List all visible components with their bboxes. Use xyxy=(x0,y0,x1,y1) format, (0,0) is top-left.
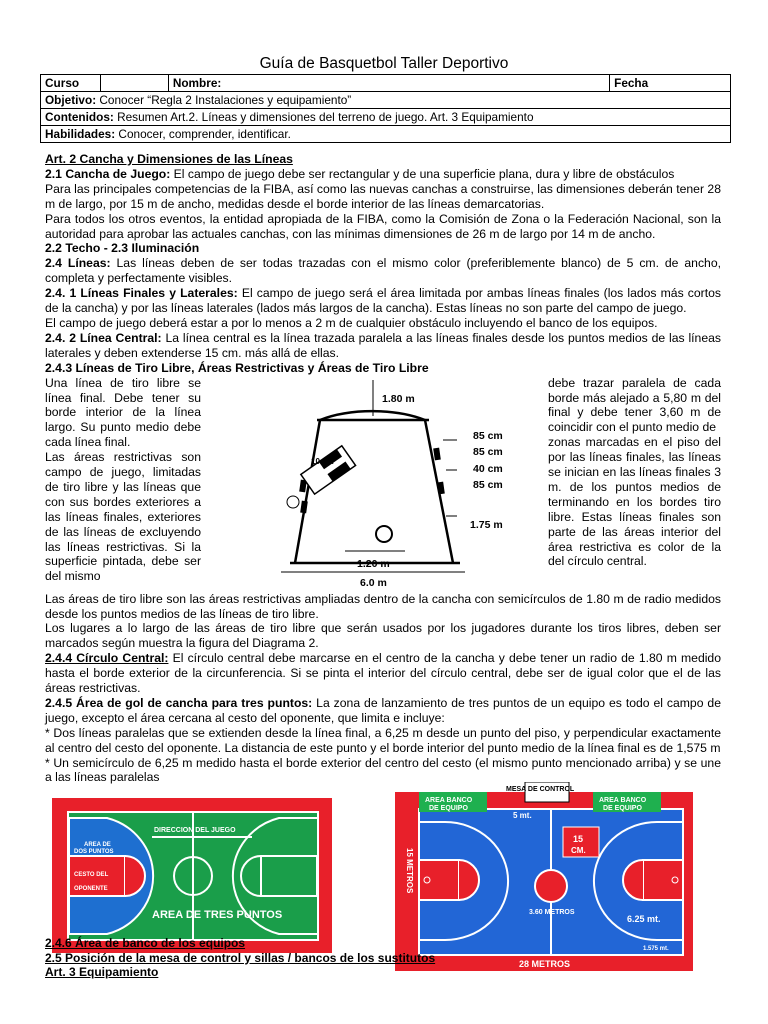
neutral-zone-detail xyxy=(301,445,356,493)
court1-area-dos-1: AREA DE xyxy=(84,842,111,848)
dim-60-label: 6.0 m xyxy=(360,576,387,589)
objetivo-text: Conocer “Regla 2 Instalaciones y equipamiento” xyxy=(96,93,352,107)
dim-10-label: 10 cm xyxy=(311,456,334,466)
dim-120-label: 1.20 m xyxy=(357,557,390,570)
paragraph-2m: El campo de juego deberá estar a por lo menos a 2 m de cualquier obstáculo incluyendo el banco de los equipos. xyxy=(45,315,658,330)
page-title: Guía de Basquetbol Taller Deportivo xyxy=(259,55,509,72)
detail-callout-circle xyxy=(287,496,299,508)
court2-banco-right-1: AREA BANCO xyxy=(599,797,647,804)
habilidades-row xyxy=(41,126,731,143)
section-2-4-1-label: 2.4. 1 Líneas Finales y Laterales: xyxy=(45,286,238,301)
contenidos-row xyxy=(41,109,731,126)
contenidos-label: Contenidos: xyxy=(45,110,114,124)
court-diagram-three-point-area xyxy=(52,798,332,953)
section-2-1-text: El campo de juego debe ser rectangular y de una superficie plana, dura y libre de obstáculos xyxy=(170,166,675,181)
section-2-1 xyxy=(45,167,721,182)
section-2-4-3-heading: 2.4.3 Líneas de Tiro Libre, Áreas Restrictivas y Áreas de Tiro Libre xyxy=(45,360,429,375)
section-2-4-1 xyxy=(45,286,721,316)
section-2-4-text: Las líneas deben de ser todas trazadas con el mismo color (preferiblemente blanco) de 5 cm. de ancho, completa y perfectamente visibles. xyxy=(45,256,721,286)
court2-banco-left-1: AREA BANCO xyxy=(425,797,473,804)
curso-label: Curso xyxy=(41,75,101,92)
right-column xyxy=(548,376,721,570)
section-2-4-5-text: La zona de lanzamiento de tres puntos de un equipo es todo el campo de juego, excepto el área cercana al cesto del oponente, que limita e incluye: xyxy=(45,695,721,725)
bullet-semicirculo: * Un semicírculo de 6,25 m medido hasta el borde exterior del centro del cesto (el mismo punto mencionado arriba) y se une a las líneas paralelas xyxy=(45,755,721,785)
art2-heading: Art. 2 Cancha y Dimensiones de las Líneas xyxy=(45,152,293,166)
court2-banco-right-2: DE EQUIPO xyxy=(603,805,642,812)
section-2-4-4 xyxy=(45,651,721,696)
final-headings xyxy=(45,936,445,980)
nombre-label: Nombre: xyxy=(168,75,609,92)
section-2-4-5 xyxy=(45,696,721,726)
art3-heading: Art. 3 Equipamiento xyxy=(45,965,159,980)
section-2-4-label: 2.4 Líneas: xyxy=(45,256,111,271)
court2-28-metros-label: 28 METROS xyxy=(519,959,571,969)
court1-area-dos-2: DOS PUNTOS xyxy=(74,849,114,855)
paragraph-lugares: Los lugares a lo largo de las áreas de tiro libre que serán usados por los jugadores durante los tiros libres, deben ser marcados según muestra la figura del Diagrama 2. xyxy=(45,621,721,651)
court2-15cm-label-1: 15 xyxy=(573,834,584,844)
habilidades-label: Habilidades: xyxy=(45,127,116,141)
court2-left-key xyxy=(419,860,459,900)
section-2-4 xyxy=(45,256,721,286)
objetivo-row xyxy=(41,92,731,109)
dim-85-label-1: 85 cm xyxy=(473,429,503,442)
section-2-5: 2.5 Posición de la mesa de control y sillas / bancos de los sustitutos xyxy=(45,950,436,965)
document-body xyxy=(45,152,721,785)
bullet-lineas-paralelas: * Dos líneas paralelas que se extienden desde la línea final, a 6,25 m desde un punto del piso, y perpendicular exactamente al centro del cesto del oponente. La distancia de este punto y el borde interior del punto medio de la línea final es de 1,575 m xyxy=(45,725,721,755)
section-2-4-5-label: 2.4.5 Área de gol de cancha para tres puntos: xyxy=(45,695,313,710)
court2-15-metros-label: 15 METROS xyxy=(405,848,414,894)
paragraph-areas-tiro-libre: Las áreas de tiro libre son las áreas restrictivas ampliadas dentro de la cancha con semicírculos de 1.80 m de radio medidos desde los puntos medios de las líneas de tiro libre. xyxy=(45,591,721,621)
fecha-label: Fecha xyxy=(610,75,731,92)
section-2-1-label: 2.1 Cancha de Juego: xyxy=(45,166,171,181)
court2-625-label: 6.25 mt. xyxy=(627,914,661,924)
court1-cesto-2: OPONENTE xyxy=(74,886,108,892)
restricted-area-diagram xyxy=(275,378,545,592)
dim-85-label-3: 85 cm xyxy=(473,478,503,491)
court2-right-key xyxy=(643,860,683,900)
dim-180-label: 1.80 m xyxy=(382,392,415,405)
habilidades-text: Conocer, comprender, identificar. xyxy=(115,127,291,141)
free-throw-section xyxy=(45,376,721,592)
section-2-4-2 xyxy=(45,331,721,361)
curso-field xyxy=(100,75,168,92)
lane-block-1 xyxy=(433,447,441,460)
court2-360-label: 3.60 METROS xyxy=(529,909,575,916)
left-column xyxy=(45,376,201,585)
court1-cesto-1: CESTO DEL xyxy=(74,872,109,878)
court2-1575-label: 1.575 mt. xyxy=(643,946,669,952)
lane-block-4 xyxy=(300,500,308,513)
section-2-4-1-text: El campo de juego será el área limitada por ambas líneas finales (los lados más cortos de la cancha) y por las líneas laterales (lados más largos de la cancha). Estas líneas no son parte del campo de juego. xyxy=(45,286,721,316)
court2-center-circle xyxy=(535,870,567,902)
dim-175-label: 1.75 m xyxy=(470,518,503,531)
dim-40-label: 40 cm xyxy=(473,462,503,475)
court2-15cm-label-2: CM. xyxy=(571,846,586,855)
court2-mesa-label: MESA DE CONTROL xyxy=(506,786,575,793)
left-column-p1: Una línea de tiro libre se línea final. Debe tener su borde interior de la línea largo. Su punto medio debe cada línea final. xyxy=(45,375,201,450)
section-2-4-4-text: El círculo central debe marcarse en el centro de la cancha y debe tener un radio de 1.80 m medido hasta el borde exterior de la circunferencia. Si se pinta el interior del círculo central, debe ser de igual color que el de las áreas restrictivas. xyxy=(45,651,721,696)
contenidos-text: Resumen Art.2. Líneas y dimensiones del terreno de juego. Art. 3 Equipamiento xyxy=(113,110,534,124)
section-2-2-2-3: 2.2 Techo - 2.3 Iluminación xyxy=(45,241,200,256)
section-2-4-4-label: 2.4.4 Círculo Central: xyxy=(45,651,169,666)
court2-5mt-label: 5 mt. xyxy=(513,811,532,820)
paragraph-otros-eventos: Para todos los otros eventos, la entidad apropiada de la FIBA, como la Comisión de Zona o la Federación Nacional, son la autoridad para aprobar las actuales canchas, con las mínimas dimensiones de 26 m de largo por 14 m de ancho. xyxy=(45,211,721,241)
section-2-4-2-label: 2.4. 2 Línea Central: xyxy=(45,330,162,345)
header-table xyxy=(40,74,731,143)
court1-tres-puntos-label: AREA DE TRES PUNTOS xyxy=(152,909,283,921)
objetivo-label: Objetivo: xyxy=(45,93,97,107)
basket-circle xyxy=(376,526,392,542)
right-column-p2: zonas marcadas en el piso del por las líneas finales, las líneas se inician en las líneas finales 3 m. de los puntos medios de terminando en los bordes tiro libre. Estas líneas finales son parte de las áreas interior del área restrictiva es color de la del círculo central. xyxy=(548,435,721,569)
left-column-p2: Las áreas restrictivas son campo de juego, limitadas de tiro libre y las líneas que con sus bordes exteriores a las líneas finales, exteriores de las líneas de excluyendo las líneas restrictivas. Si la superficie pintada, debe ser del mismo xyxy=(45,450,201,584)
court2-banco-left-2: DE EQUIPO xyxy=(429,805,468,812)
dim-85-label-2: 85 cm xyxy=(473,445,503,458)
paragraph-fiba: Para las principales competencias de la FIBA, así como las nuevas canchas a construirse, las dimensiones deberán tener 28 m de largo, por 15 m de ancho, medidas desde el borde interior de las líneas demarcatorias. xyxy=(45,181,721,211)
right-column-p1: debe trazar paralela de cada borde más alejado a 5,80 m del final y debe tener 3,60 m de coincidir con el punto medio de xyxy=(548,375,721,435)
section-2-4-2-text: La línea central es la línea trazada paralela a las líneas finales desde los puntos medios de las líneas laterales y deben extenderse 15 cm. más allá de ellas. xyxy=(45,330,721,360)
section-2-4-6: 2.4.6 Área de banco de los equipos xyxy=(45,936,246,950)
court1-direccion-label: DIRECCION DEL JUEGO xyxy=(154,827,236,834)
